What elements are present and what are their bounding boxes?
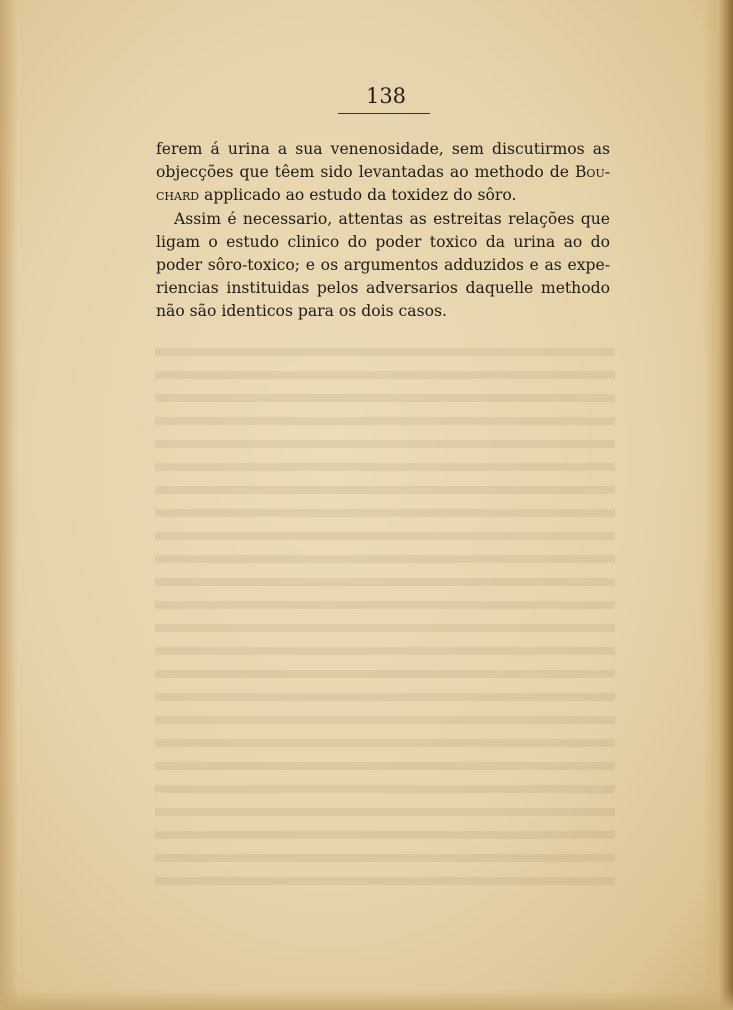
text-line: Assim é necessario, attentas as estreitas relações que [174, 209, 610, 228]
text-line: ligam o estudo clinico do poder toxico da urina ao do [156, 232, 610, 251]
show-through-text [155, 340, 615, 900]
author-name-smallcaps: chard [156, 186, 200, 205]
header-rule [338, 113, 430, 114]
page-bottom-edge [0, 990, 733, 1010]
page-left-edge [0, 0, 18, 1010]
page-right-edge [703, 0, 733, 1010]
text-line: poder sôro-toxico; e os argumentos adduzidos e as expe- [156, 256, 610, 275]
text-line [156, 161, 610, 184]
text-line: ferem á urina a sua venenosidade, sem discutirmos as [156, 140, 610, 158]
author-name-smallcaps: Bou- [574, 163, 610, 182]
body-text [156, 138, 610, 324]
text-line: não são identicos para os dois casos. [156, 302, 447, 321]
page-number: 138 [365, 84, 407, 108]
text-segment: applicado ao estudo da toxidez do sôro. [199, 186, 517, 205]
text-line [156, 184, 610, 207]
text-line: riencias instituidas pelos adversarios daquelle methodo [156, 279, 610, 298]
text-segment: objecções que têem sido levantadas ao methodo de [156, 163, 575, 182]
